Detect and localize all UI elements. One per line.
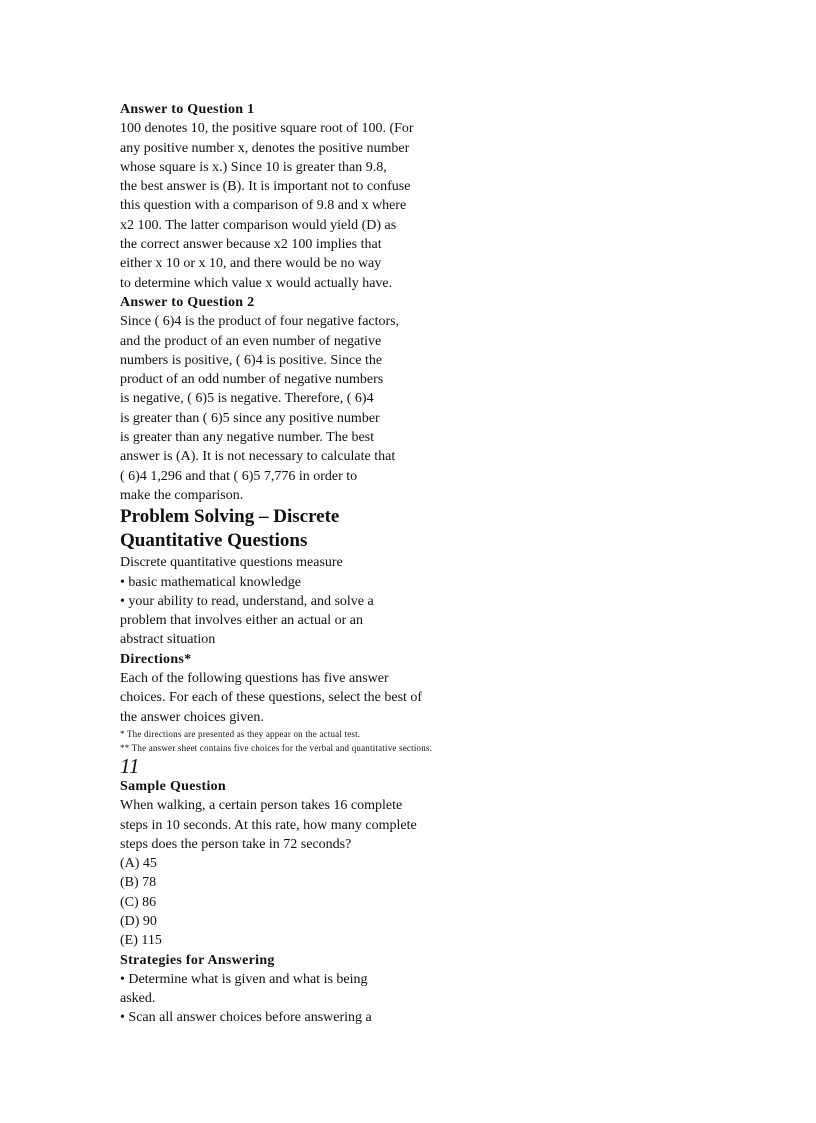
text-line: the correct answer because x2 100 implies that [120,237,382,253]
text-line: whose square is x.) Since 10 is greater than 9.8, [120,159,387,175]
footnote: ** The answer sheet contains five choices for the verbal and quantitative sections. [120,742,433,753]
text-line: and the product of an even number of negative [120,333,382,349]
strategies-heading: Strategies for Answering [120,952,275,968]
text-line: is negative, ( 6)5 is negative. Therefore, ( 6)4 [120,391,374,407]
sample-question-body [120,796,540,854]
text-line: 100 denotes 10, the positive square root of 100. (For [120,121,414,137]
document-page [120,100,540,1028]
section-title-line: Quantitative Questions [120,530,308,552]
answer-choice: (E) 115 [120,933,162,949]
footnote: * The directions are presented as they appear on the actual test. [120,728,361,739]
text-line: When walking, a certain person takes 16 complete [120,798,403,814]
text-line: asked. [120,991,156,1007]
strategies-body [120,970,540,1028]
text-line: abstract situation [120,632,216,648]
answer-choices [120,854,540,950]
text-line: make the comparison. [120,487,244,503]
text-line: either x 10 or x 10, and there would be no way [120,256,382,272]
answer-choice: (C) 86 [120,894,157,910]
text-line: any positive number x, denotes the positive number [120,140,410,156]
text-line: answer is (A). It is not necessary to calculate that [120,449,396,465]
text-line: • Determine what is given and what is being [120,971,368,987]
answer-1-body [120,119,540,293]
answer-2-heading: Answer to Question 2 [120,294,255,310]
page-number: 11 [120,753,140,778]
answer-choice: (B) 78 [120,875,157,891]
answer-1-heading: Answer to Question 1 [120,102,255,117]
text-line: problem that involves either an actual or an [120,613,363,629]
text-line: ( 6)4 1,296 and that ( 6)5 7,776 in order to [120,468,358,484]
text-line: Each of the following questions has five answer [120,671,389,687]
section-title [120,505,540,553]
text-line: is greater than ( 6)5 since any positive number [120,410,380,426]
answer-choice: (A) 45 [120,856,157,872]
intro-text [120,553,540,649]
section-title-line: Problem Solving – Discrete [120,506,340,528]
text-line: product of an odd number of negative numbers [120,372,384,388]
text-line: numbers is positive, ( 6)4 is positive. Since the [120,352,383,368]
text-line: steps in 10 seconds. At this rate, how many complete [120,817,417,833]
answer-2-body [120,312,540,505]
text-line: to determine which value x would actually have. [120,275,393,291]
answer-choice: (D) 90 [120,913,157,929]
text-line: the answer choices given. [120,709,264,725]
text-line: steps does the person take in 72 seconds? [120,836,352,852]
text-line: is greater than any negative number. The best [120,430,374,446]
text-line: • Scan all answer choices before answering a [120,1010,372,1026]
text-line: choices. For each of these questions, select the best of [120,690,423,706]
text-line: the best answer is (B). It is important not to confuse [120,179,411,195]
footnotes [120,727,540,755]
text-line: • your ability to read, understand, and solve a [120,593,374,609]
text-line: Discrete quantitative questions measure [120,555,343,571]
text-line: Since ( 6)4 is the product of four negative factors, [120,314,400,330]
text-line: this question with a comparison of 9.8 and x where [120,198,407,214]
directions-body [120,669,540,727]
directions-heading: Directions* [120,651,192,667]
sample-question-heading: Sample Question [120,778,227,794]
text-line: x2 100. The latter comparison would yield (D) as [120,217,397,233]
text-line: • basic mathematical knowledge [120,574,302,590]
